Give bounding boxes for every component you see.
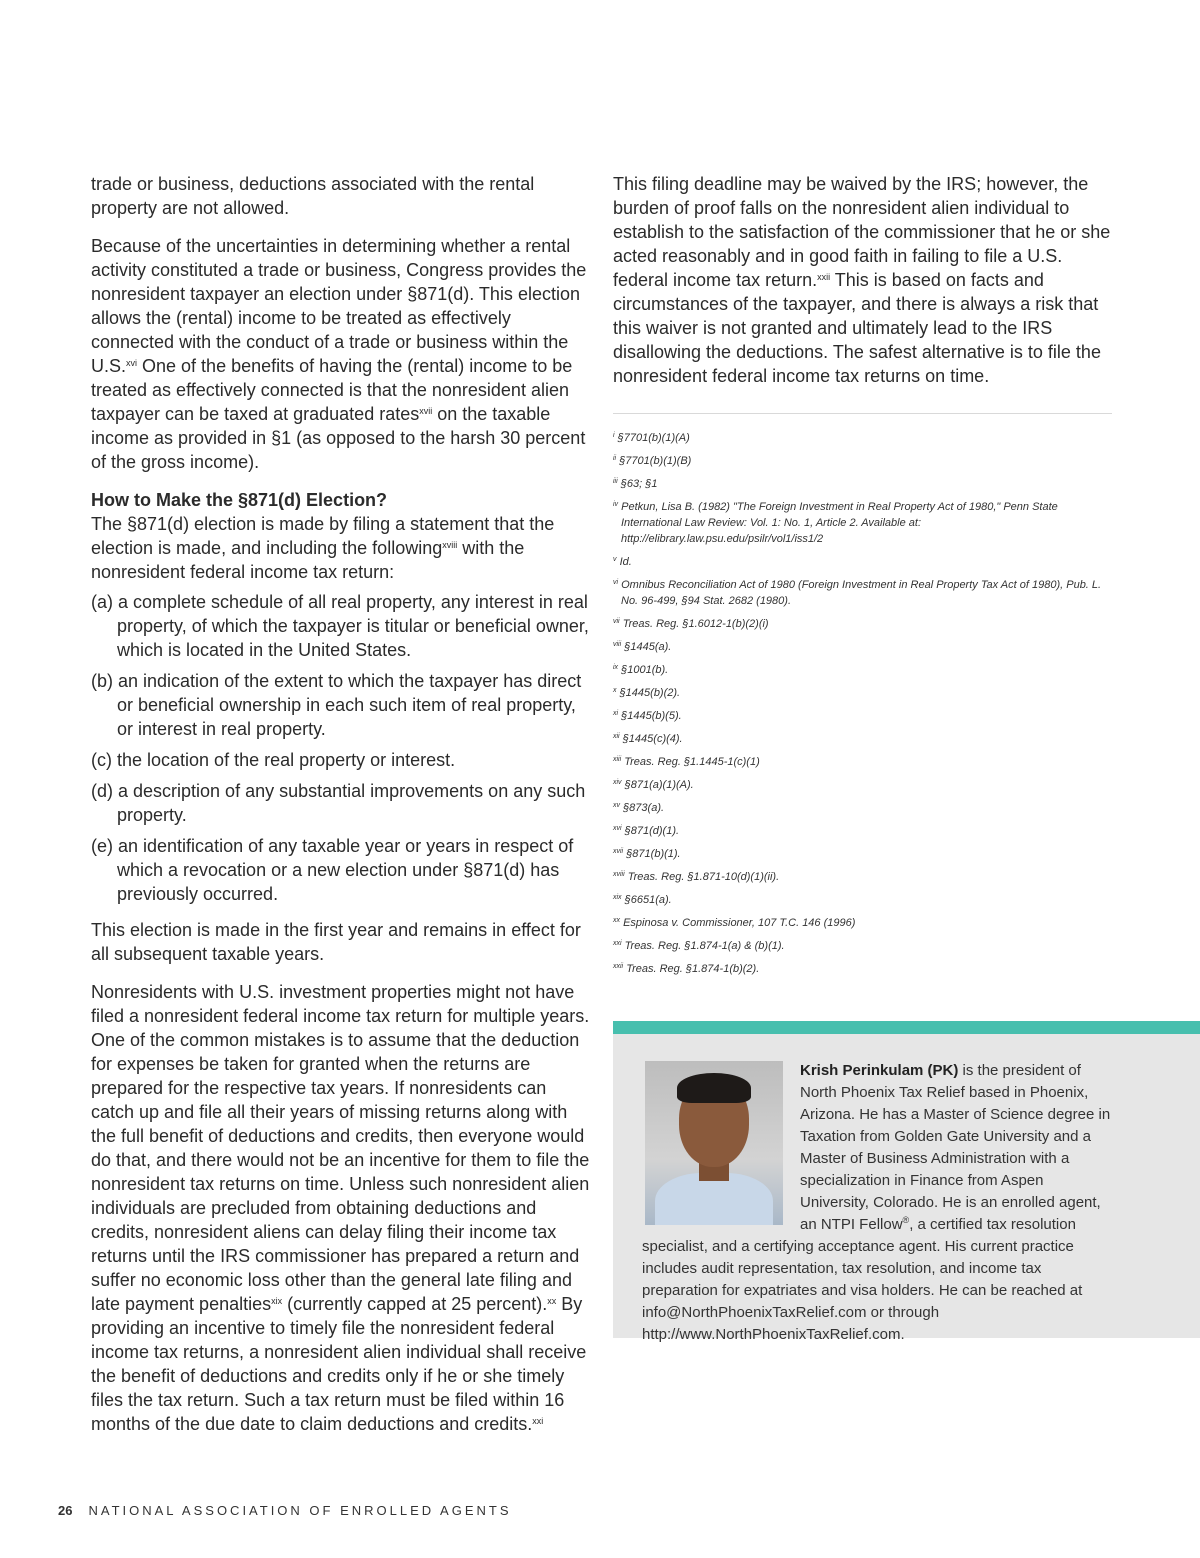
endnote-text: Treas. Reg. §1.874-1(b)(2).: [626, 963, 760, 975]
endnote-text: Treas. Reg. §1.1445-1(c)(1): [624, 756, 760, 768]
text: The §871(d) election is made by filing a statement that the election is made, and including the following: [91, 514, 555, 558]
endnote-item: [613, 869, 1112, 885]
endnote-item: [613, 476, 1112, 492]
page-footer: [58, 1503, 512, 1518]
right-column: [613, 172, 1113, 402]
endnote-item: [613, 938, 1112, 954]
endnote-item: [613, 823, 1112, 839]
endnote-text: Petkun, Lisa B. (1982) "The Foreign Investment in Real Property Act of 1980," Penn State International Law Review: Vol. 1: No. 1, Article 2. Available at: http://elibrary.law.psu.edu/psilr/vol1/iss1/2: [621, 501, 1058, 545]
paragraph: [91, 512, 591, 584]
endnote-item: [613, 685, 1112, 701]
endnote-item: [613, 892, 1112, 908]
endnotes: [613, 430, 1112, 984]
endnote-text: §1001(b).: [621, 664, 669, 676]
text: with the nonresident federal income tax return:: [91, 538, 525, 582]
paragraph: [613, 172, 1113, 388]
author-name: Krish Perinkulam (PK): [800, 1062, 959, 1079]
endnote-mark: xvii: [613, 848, 624, 855]
endnote-text: §1445(c)(4).: [622, 733, 683, 745]
endnote-text: Treas. Reg. §1.871-10(d)(1)(ii).: [627, 871, 780, 883]
endnote-text: §1445(b)(2).: [619, 687, 681, 699]
footnote-ref[interactable]: xvi: [126, 358, 138, 368]
endnote-mark: ii: [613, 455, 617, 462]
endnote-mark: xiv: [613, 779, 622, 786]
endnote-text: §1445(b)(5).: [621, 710, 682, 722]
endnote-text: Treas. Reg. §1.6012-1(b)(2)(i): [622, 618, 769, 630]
endnote-mark: xviii: [613, 871, 625, 878]
list-item: (c) the location of the real property or interest.: [91, 750, 456, 770]
text: on the taxable income as provided in §1 (as opposed to the harsh 30 percent of the gross income).: [91, 404, 586, 472]
text: By providing an incentive to timely file the nonresident federal income tax returns, a nonresident alien individual shall receive the benefit of deductions and credits only if he or she timely files the tax return. Such a tax return must be filed within 16 months of the due date to claim deductions and credits.: [91, 1294, 587, 1434]
page-number: 26: [58, 1503, 73, 1518]
text: (currently capped at 25 percent).: [282, 1294, 548, 1314]
requirements-list: [91, 590, 591, 906]
endnote-item: [613, 846, 1112, 862]
endnote-item: [613, 554, 1112, 570]
endnote-mark: xxi: [613, 940, 622, 947]
paragraph: [91, 234, 591, 474]
endnote-mark: i: [613, 432, 615, 439]
endnote-mark: vii: [613, 618, 620, 625]
endnote-mark: xii: [613, 733, 620, 740]
endnote-text: Omnibus Reconciliation Act of 1980 (Foreign Investment in Real Property Tax Act of 1980), Pub. L. No. 96-499, §94 Stat. 2682 (1980).: [621, 579, 1102, 607]
endnote-item: [613, 777, 1112, 793]
endnote-mark: xxii: [613, 963, 624, 970]
endnote-mark: ix: [613, 664, 619, 671]
endnote-item: [613, 453, 1112, 469]
endnote-item: [613, 915, 1112, 931]
endnote-mark: xv: [613, 802, 620, 809]
endnote-text: §6651(a).: [624, 894, 672, 906]
endnote-item: [613, 800, 1112, 816]
endnote-item: [613, 499, 1112, 547]
text: One of the benefits of having the (rental) income to be treated as effectively connected is that the nonresident alien taxpayer can be taxed at graduated rates: [91, 356, 573, 424]
footnote-ref[interactable]: xviii: [442, 540, 458, 550]
list-item: (b) an indication of the extent to which the taxpayer has direct or beneficial ownership in each such item of real property, or interest in real property.: [91, 671, 582, 739]
endnote-item: [613, 577, 1112, 609]
endnote-text: §7701(b)(1)(B): [619, 455, 692, 467]
endnote-text: §871(d)(1).: [624, 825, 680, 837]
endnote-mark: viii: [613, 641, 622, 648]
endnote-mark: xiii: [613, 756, 622, 763]
paragraph: trade or business, deductions associated with the rental property are not allowed.: [91, 174, 535, 218]
text: Nonresidents with U.S. investment properties might not have filed a nonresident federal income tax return for multiple years. One of the common mistakes is to assume that the deduction for expenses be taken for granted when the returns are prepared for the respective tax years. If nonresidents can catch up and file all their years of missing returns along with the full benefit of deductions and credits, then everyone would do that, and there would not be an incentive for them to file the nonresident tax returns on time. Unless such nonresident alien individuals are precluded from obtaining deductions and credits, nonresident aliens can delay filing their income tax returns until the IRS commissioner has prepared a return and suffer no economic loss other than the general late filing and late payment penalties: [91, 982, 590, 1314]
endnote-text: Id.: [619, 556, 632, 568]
endnote-item: [613, 754, 1112, 770]
endnote-item: [613, 662, 1112, 678]
endnote-text: §1445(a).: [624, 641, 672, 653]
text: Because of the uncertainties in determining whether a rental activity constituted a trade or business, Congress provides the nonresident taxpayer an election under §871(d). This election allows the (rental) income to be treated as effectively connected with the conduct of a trade or business within the U.S.: [91, 236, 587, 376]
divider: [613, 413, 1112, 414]
paragraph: [91, 980, 591, 1436]
endnote-item: [613, 731, 1112, 747]
endnote-mark: iii: [613, 478, 618, 485]
endnote-mark: vi: [613, 579, 619, 586]
footnote-ref[interactable]: xxii: [817, 272, 831, 282]
endnote-text: Treas. Reg. §1.874-1(a) & (b)(1).: [624, 940, 785, 952]
endnote-mark: v: [613, 556, 617, 563]
endnote-text: §873(a).: [623, 802, 665, 814]
endnote-mark: xvi: [613, 825, 622, 832]
endnote-item: [613, 961, 1112, 977]
author-bio: [642, 1060, 1112, 1346]
endnote-mark: xx: [613, 917, 620, 924]
author-bio-box: [613, 1034, 1200, 1343]
section-heading: How to Make the §871(d) Election?: [91, 490, 388, 510]
bio-text: , a certified tax resolution specialist, and a certifying acceptance agent. His current practice includes audit representation, tax resolution, and income tax preparation for expatriates and visa holders. He can be reached at info@NorthPhoenixTaxRelief.com or through http://www.NorthPhoenixTaxRelief.com.: [642, 1216, 1083, 1343]
endnote-text: Espinosa v. Commissioner, 107 T.C. 146 (1996): [623, 917, 856, 929]
text: This is based on facts and circumstances of the taxpayer, and there is always a risk that this waiver is not granted and ultimately lead to the IRS disallowing the deductions. The safest alternative is to file the nonresident federal income tax returns on time.: [613, 270, 1101, 386]
footnote-ref[interactable]: xvii: [419, 406, 433, 416]
footnote-ref[interactable]: xxi: [532, 1416, 544, 1426]
endnote-item: [613, 708, 1112, 724]
endnote-mark: xi: [613, 710, 619, 717]
endnote-text: §7701(b)(1)(A): [617, 432, 690, 444]
footnote-ref[interactable]: xx: [547, 1296, 557, 1306]
endnote-mark: x: [613, 687, 617, 694]
text: This filing deadline may be waived by the IRS; however, the burden of proof falls on the nonresident alien individual to establish to the satisfaction of the commissioner that he or she acted reasonably and in good faith in failing to file a U.S. federal income tax return.: [613, 174, 1111, 290]
endnote-text: §871(a)(1)(A).: [624, 779, 694, 791]
footnote-ref[interactable]: xix: [271, 1296, 283, 1306]
endnote-text: §871(b)(1).: [626, 848, 681, 860]
endnote-item: [613, 430, 1112, 446]
list-item: (e) an identification of any taxable year or years in respect of which a revocation or a new election under §871(d) has previously occurred.: [91, 836, 574, 904]
paragraph: This election is made in the first year and remains in effect for all subsequent taxable years.: [91, 920, 581, 964]
list-item: (a) a complete schedule of all real property, any interest in real property, of which the taxpayer is titular or beneficial owner, which is located in the United States.: [91, 592, 589, 660]
left-column: [91, 172, 591, 1450]
bio-text: is the president of North Phoenix Tax Relief based in Phoenix, Arizona. He has a Master of Science degree in Taxation from Golden Gate University and a Master of Business Administration with a specialization in Finance from Aspen University, Colorado. He is an enrolled agent, an NTPI Fellow: [800, 1062, 1111, 1233]
registered-mark: ®: [902, 1215, 910, 1225]
author-accent-bar: [613, 1021, 1200, 1034]
endnote-item: [613, 616, 1112, 632]
endnote-mark: iv: [613, 501, 619, 508]
endnote-item: [613, 639, 1112, 655]
endnote-mark: xix: [613, 894, 622, 901]
list-item: (d) a description of any substantial improvements on any such property.: [91, 781, 586, 825]
endnote-text: §63; §1: [620, 478, 658, 490]
publication-name: NATIONAL ASSOCIATION OF ENROLLED AGENTS: [88, 1503, 512, 1518]
